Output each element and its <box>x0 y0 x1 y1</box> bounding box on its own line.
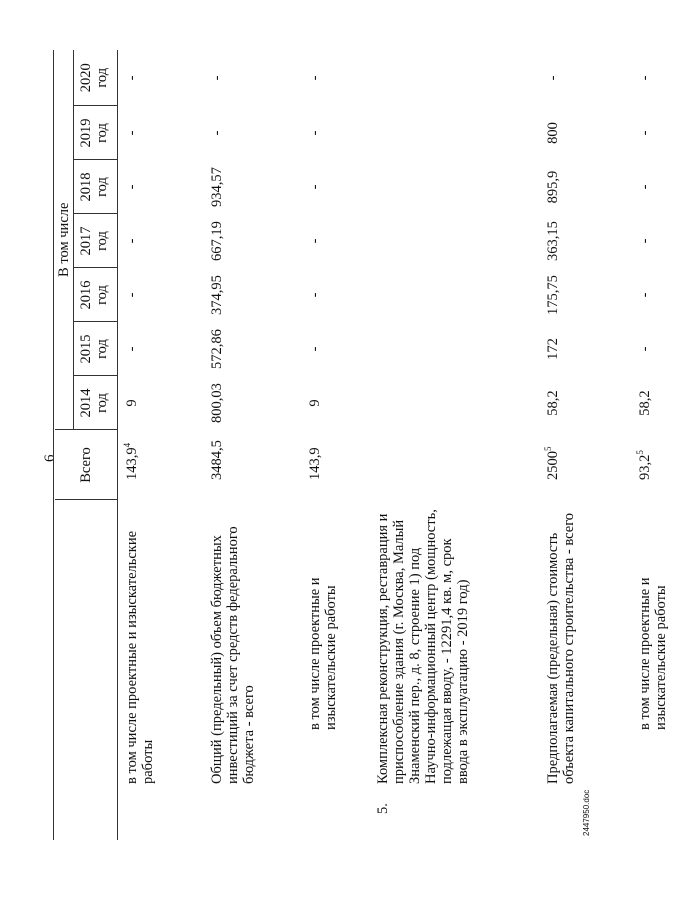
year-value: 9 <box>307 399 323 407</box>
year-unit: год <box>93 231 110 251</box>
row-name-cell <box>631 500 695 840</box>
row-total-cell <box>117 430 203 500</box>
row-total-cell <box>539 430 631 500</box>
row-name-cell <box>301 500 369 840</box>
year-value-cell <box>539 268 631 322</box>
row-name: Общий (предельный) объем бюджетных инвестиций за счет средств федерального бюджета - всего <box>209 526 257 784</box>
year-value-cell <box>631 50 695 106</box>
year-header-1 <box>73 322 117 376</box>
year-value: 363,15 <box>545 221 561 261</box>
table-row <box>539 50 631 840</box>
year-label: 2016 <box>77 280 94 310</box>
rotated-page <box>40 50 669 840</box>
year-value-cell <box>301 50 369 106</box>
year-value-cell <box>369 322 539 376</box>
year-value-cell <box>631 106 695 160</box>
year-value-cell <box>117 376 203 430</box>
year-header-5 <box>73 106 117 160</box>
year-value-cell <box>301 106 369 160</box>
year-value-cell <box>631 322 695 376</box>
year-value: 572,86 <box>209 329 225 369</box>
year-value-cell <box>117 214 203 268</box>
year-unit: год <box>93 177 110 197</box>
row-name-cell <box>369 500 539 840</box>
table-row <box>369 50 539 840</box>
footnote-ref: 5 <box>543 446 554 451</box>
year-value-cell <box>539 214 631 268</box>
year-value-cell <box>631 214 695 268</box>
year-value: 895,9 <box>545 170 561 204</box>
table-row <box>301 50 369 840</box>
year-value: 800 <box>545 122 561 144</box>
year-value-cell <box>301 214 369 268</box>
table-row <box>203 50 301 840</box>
year-value: 9 <box>123 399 140 407</box>
year-value-cell <box>539 50 631 106</box>
year-value: - <box>307 75 323 81</box>
footnote-ref: 4 <box>121 442 132 448</box>
year-value: - <box>209 130 225 136</box>
row-total-cell <box>369 430 539 500</box>
year-value-cell <box>203 50 301 106</box>
page-number: 6 <box>42 454 58 462</box>
year-value: - <box>307 292 323 298</box>
row-total-cell <box>301 430 369 500</box>
year-unit: год <box>93 393 110 413</box>
year-label: 2018 <box>77 172 94 202</box>
year-value-cell <box>631 268 695 322</box>
year-value: - <box>123 130 140 136</box>
year-value: - <box>209 75 225 81</box>
year-value-cell <box>539 160 631 214</box>
year-value-cell <box>117 50 203 106</box>
row-total: 143,9 <box>307 447 323 480</box>
subgroup-header <box>55 50 73 430</box>
year-value: - <box>307 238 323 244</box>
year-label: 2015 <box>77 334 94 364</box>
year-header-4 <box>73 160 117 214</box>
year-value-cell <box>631 160 695 214</box>
year-value: 172 <box>545 338 561 360</box>
year-header-6 <box>73 50 117 106</box>
table-row <box>631 50 695 840</box>
row-total: 2500 <box>545 451 561 480</box>
name-column-header <box>55 500 117 840</box>
year-value-cell <box>203 268 301 322</box>
year-value: - <box>123 346 140 352</box>
top-rule <box>53 50 54 840</box>
year-value: - <box>123 75 140 81</box>
year-value: - <box>123 238 140 244</box>
year-value-cell <box>203 106 301 160</box>
table-row <box>117 50 203 840</box>
year-value-cell <box>539 106 631 160</box>
row-name: Предполагаемая (предельная) стоимость объекта капитального строительства - всего <box>545 512 577 784</box>
year-value-cell <box>369 214 539 268</box>
year-value-cell <box>203 160 301 214</box>
year-value-cell <box>539 322 631 376</box>
year-header-2 <box>73 268 117 322</box>
investment-table <box>55 50 695 840</box>
year-value: 58,2 <box>545 390 561 416</box>
year-value: 58,2 <box>637 390 653 416</box>
year-value-cell <box>203 322 301 376</box>
item-number: 5. <box>375 803 391 814</box>
year-value-cell <box>301 160 369 214</box>
year-value-cell <box>369 268 539 322</box>
row-total-cell <box>631 430 695 500</box>
year-value-cell <box>301 322 369 376</box>
year-value-cell <box>369 376 539 430</box>
year-value: 175,75 <box>545 275 561 315</box>
year-label: 2014 <box>77 388 94 418</box>
year-label: 2019 <box>77 118 94 148</box>
year-unit: год <box>93 67 110 88</box>
year-value-cell <box>539 376 631 430</box>
year-value-cell <box>117 160 203 214</box>
year-value-cell <box>203 376 301 430</box>
year-label: 2017 <box>77 226 94 256</box>
row-name: в том числе проектные и изыскательские работы <box>637 577 669 730</box>
year-value: - <box>637 238 653 244</box>
row-name: в том числе проектные и изыскательские работы <box>123 530 156 784</box>
year-value-cell <box>301 376 369 430</box>
year-value: 667,19 <box>209 221 225 261</box>
year-value-cell <box>117 322 203 376</box>
year-header-3 <box>73 214 117 268</box>
row-total-cell <box>203 430 301 500</box>
year-unit: год <box>93 285 110 305</box>
year-value: - <box>307 184 323 190</box>
year-value: 800,03 <box>209 383 225 423</box>
row-name: Комплексная реконструкция, реставрация и приспособление здания (г. Москва, Малый Знаменский пер., д. 8, строение 1) под Научно-информационный центр (мощность, подлежащая вводу, - 12291,4 кв. м, срок ввода в эксплуатацию - 2019 год) <box>375 509 471 784</box>
year-value-cell <box>369 50 539 106</box>
year-value: - <box>307 346 323 352</box>
year-value-cell <box>117 268 203 322</box>
year-value: 934,57 <box>209 167 225 207</box>
year-value-cell <box>117 106 203 160</box>
row-name: в том числе проектные и изыскательские работы <box>307 577 339 730</box>
year-value: - <box>307 130 323 136</box>
year-value: 374,95 <box>209 275 225 315</box>
total-header-label: Всего <box>77 447 94 483</box>
year-header-0 <box>73 376 117 430</box>
year-unit: год <box>93 123 110 143</box>
row-name-cell <box>117 500 203 840</box>
year-value: - <box>545 75 561 81</box>
row-total: 3484,5 <box>209 440 225 480</box>
year-unit: год <box>93 339 110 359</box>
year-value: - <box>637 292 653 298</box>
row-total: 143,9 <box>123 447 140 480</box>
row-total: 93,2 <box>637 454 653 480</box>
year-value: - <box>637 346 653 352</box>
year-value: - <box>123 184 140 190</box>
year-value-cell <box>203 214 301 268</box>
document-id: 2447950.doc <box>582 789 591 836</box>
footnote-ref: 5 <box>635 450 646 455</box>
subgroup-header-label: В том числе <box>55 202 72 277</box>
year-value: - <box>123 292 140 298</box>
year-value-cell <box>631 376 695 430</box>
year-value-cell <box>369 160 539 214</box>
year-label: 2020 <box>77 63 94 93</box>
year-value: - <box>637 75 653 81</box>
year-value: - <box>637 130 653 136</box>
year-value: - <box>637 184 653 190</box>
row-name-cell <box>203 500 301 840</box>
total-column-header <box>55 430 117 500</box>
year-value-cell <box>369 106 539 160</box>
year-value-cell <box>301 268 369 322</box>
